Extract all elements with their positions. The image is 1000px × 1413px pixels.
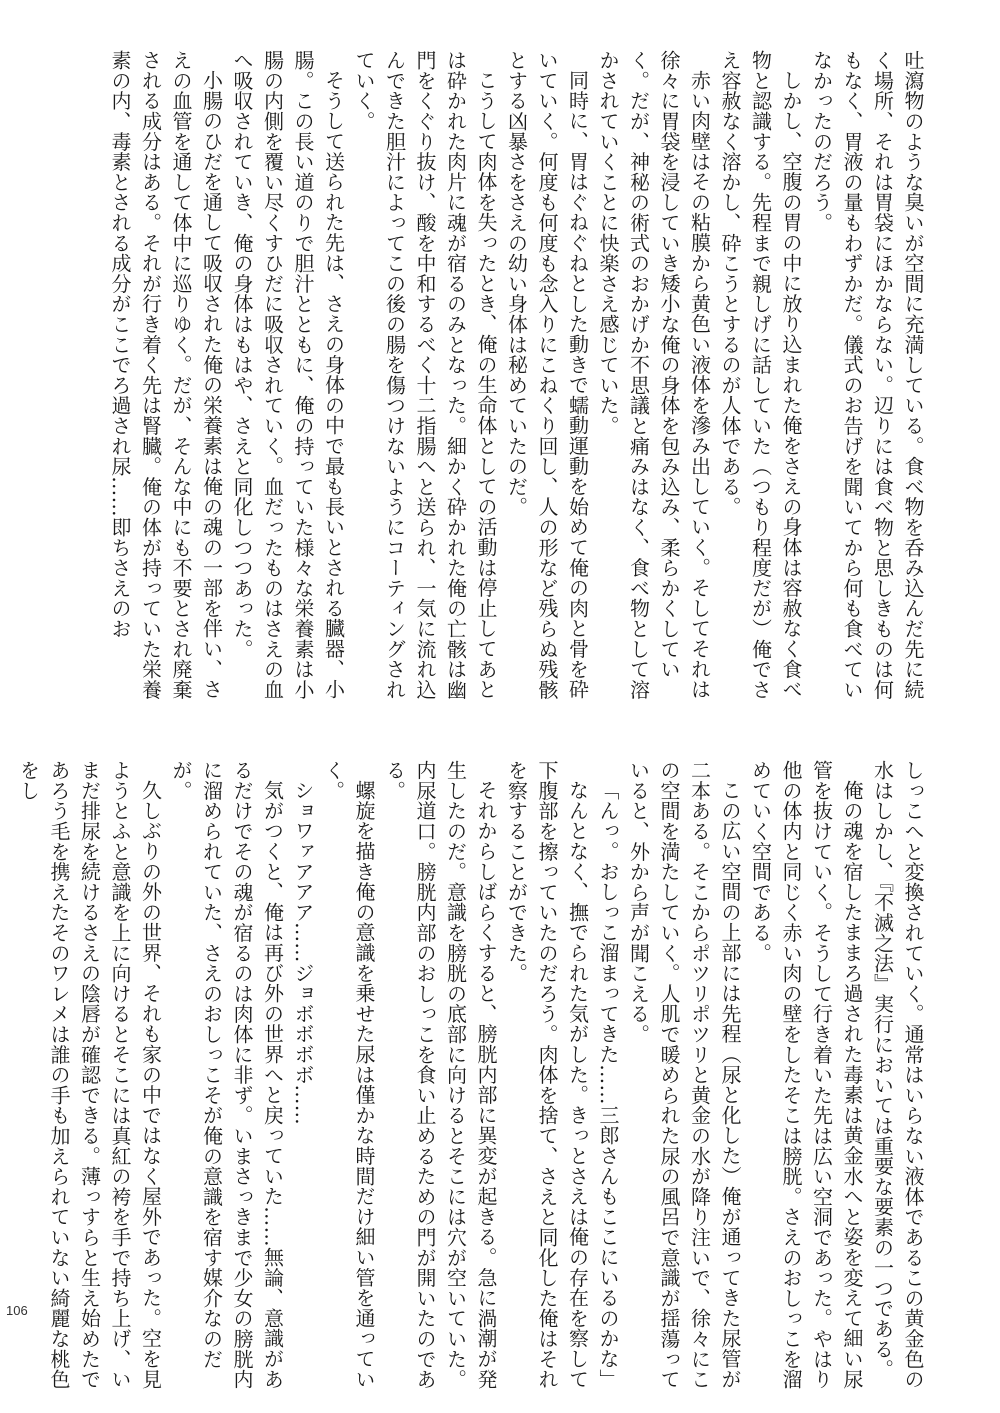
paragraph: 俺の魂を宿したままろ過された毒素は黄金水へと姿を変えて細い尿管を抜けていく。そうして行き着いた先は広い空洞であった。やはり他の体内と同じく赤い肉の壁をしたそこは膀胱。さえのおしっこを溜めていく空間である。 — [748, 760, 864, 1390]
dialogue-line: 「んっ。おしっこ溜まってきた……三郎さんもここにいるのかな」 — [596, 780, 620, 1389]
paragraph: 久しぶりの外の世界、それも家の中ではなく屋外であった。空を見ようとふと意識を上に向けるとそこには真紅の袴を手で持ち上げ、いまだ排尿を続けるさえの陰唇が確認できる。薄っすらと生え始めたであろう毛を携えたそのワレメは誰の手も加えられていない綺麗な桃色をし — [16, 760, 163, 1390]
page-number: 106 — [6, 1303, 28, 1318]
sound-effect-line: ショワァアアア……ジョボボボボ…… — [291, 780, 315, 1126]
paragraph: しかし、空腹の胃の中に放り込まれた俺をさえの身体は容赦なく食べ物と認識する。先程まで親しげに話していた（つもり程度だが）俺でさえ容赦なく溶かし、砕こうとするのが人体である。 — [718, 50, 803, 700]
paragraph: 気がつくと、俺は再び外の世界へと戻っていた……無論、意識があるだけでその魂が宿るのは肉体に非ず。いまさっきまで少女の膀胱内に溜められていた、さえのおしっこそが俺の意識を宿す媒介なのだが。 — [169, 760, 285, 1390]
paragraph: 吐瀉物のような臭いが空間に充満している。食べ物を呑み込んだ先に続く場所、それは胃袋にほかならない。辺りには食べ物と思しきものは何もなく、胃液の量もわずかだ。儀式のお告げを聞いてから何も食べていなかったのだろう。 — [809, 50, 925, 700]
paragraph: なんとなく、撫でられた気がした。きっとさえは俺の存在を察して下腹部を擦っていたのだろう。肉体を捨て、さえと同化した俺はそれを察することができた。 — [504, 760, 590, 1390]
paragraph: 螺旋を描き俺の意識を乗せた尿は僅かな時間だけ細い管を通っていく。 — [321, 760, 376, 1389]
paragraph: 同時に、胃はぐねぐねとした動きで蠕動運動を始めて俺の肉と骨を砕いていく。何度も何度も念入りにこねくり回し、人の形など残らぬ残骸とする凶暴さをさえの幼い身体は秘めていたのだ。 — [504, 50, 590, 700]
paragraph: それからしばらくすると、膀胱内部に異変が起きる。急に渦潮が発生したのだ。意識を膀胱の底部に向けるとそこには穴が空いていた。内尿道口。膀胱内部のおしっこを食い止めるための門が開いたのである。 — [382, 760, 498, 1390]
paragraph: この広い空間の上部には先程（尿と化した）俺が通ってきた尿管が二本ある。そこからポツリポツリと黄金の水が降り注いで、徐々にこの空間を満たしていく。人肌で暖められた尿の風呂で意識が揺蕩っていると、外から声が聞こえる。 — [626, 760, 742, 1390]
paragraph: しっこへと変換されていく。通常はいらない液体であるこの黄金色の水はしかし、『不滅之法』実行においては重要な要素の一つである。 — [870, 760, 925, 1390]
paragraph: 小腸のひだを通して吸収された俺の栄養素は俺の魂の一部を伴い、さえの血管を通して体中に巡りゆく。だが、そんな中にも不要とされ廃棄される成分はある。それが行き着く先は腎臓。俺の体が持っていた栄養素の内、毒素とされる成分がここでろ過され尿……即ちさえのお — [108, 50, 224, 700]
paragraph: こうして肉体を失ったとき、俺の生命体としての活動は停止してあとは砕かれた肉片に魂が宿るのみとなった。細かく砕かれた俺の亡骸は幽門をくぐり抜け、酸を中和するべく十二指腸へと送られ、一気に流れ込んできた胆汁によってこの後の腸を傷つけないようにコーティングされていく。 — [352, 50, 498, 700]
paragraph: そうして送られた先は、さえの身体の中で最も長いとされる臓器、小腸。この長い道のりで胆汁とともに、俺の持っていた様々な栄養素は小腸の内側を覆い尽くすひだに吸収されていく。血だったものはさえの血へ吸収されていき、俺の身体はもはや、さえと同化しつつあった。 — [230, 50, 346, 700]
upper-text-block — [108, 50, 928, 710]
paragraph: 赤い肉壁はその粘膜から黄色い液体を滲み出していく。そしてそれは徐々に胃袋を浸していき矮小な俺の身体を包み込み、柔らかくしていく。だが、神秘の術式のおかげか不思議と痛みはなく、食べ物として溶かされていくことに快楽さえ感じていた。 — [596, 50, 712, 700]
